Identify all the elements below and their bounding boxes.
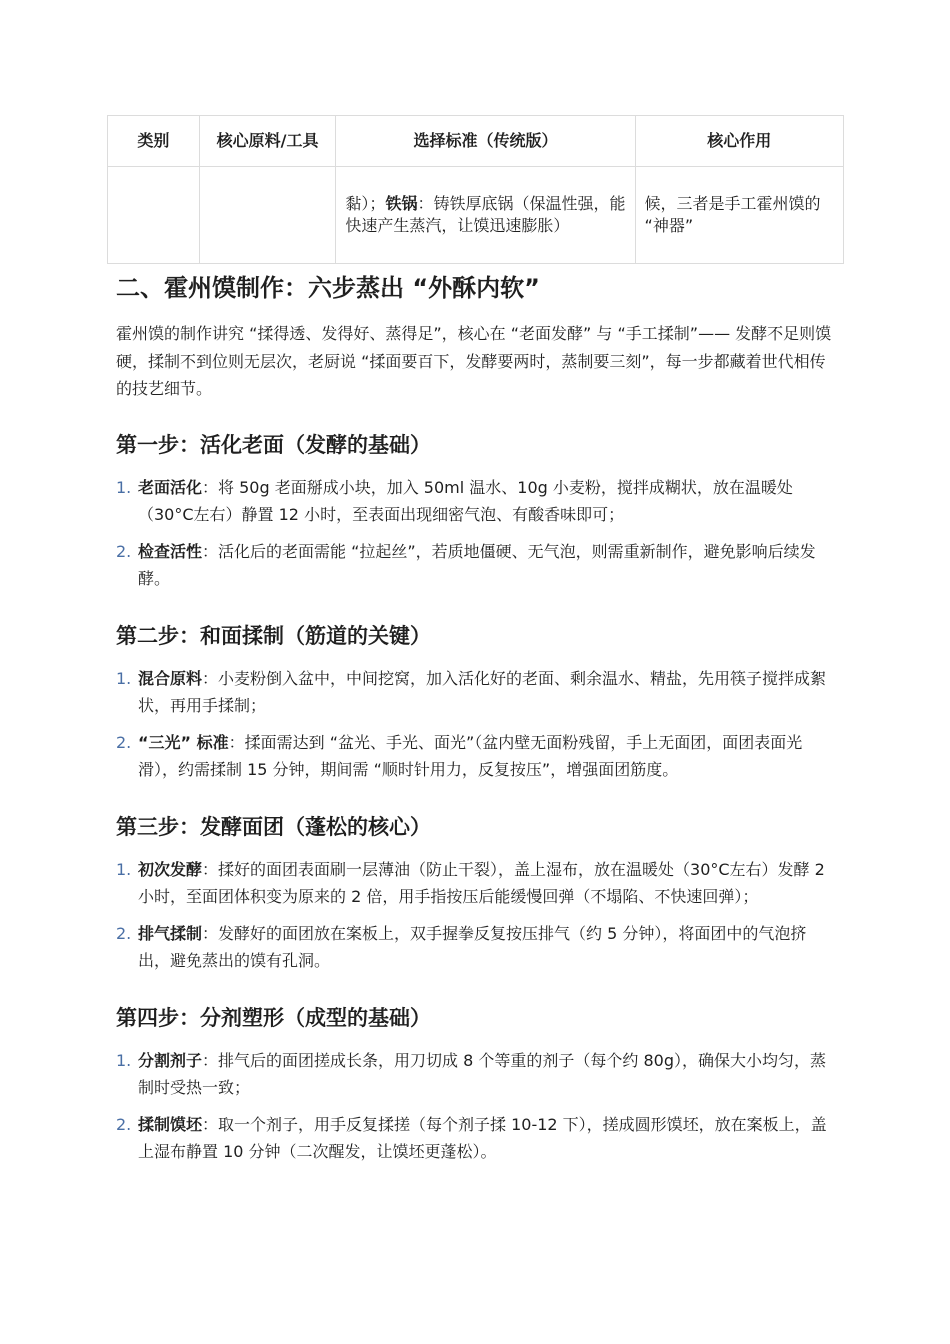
- list-text: ：活化后的老面需能 “拉起丝”，若质地僵硬、无气泡，则需重新制作，避免影响后续发酵。: [138, 541, 816, 588]
- list-text: ：将 50g 老面掰成小块，加入 50ml 温水、10g 小麦粉，搅拌成糊状，放在温暖处（30°C左右）静置 12 小时，至表面出现细密气泡、有酸香味即可；: [138, 477, 793, 524]
- table-header-row: [108, 116, 844, 167]
- step-title: 第一步：活化老面（发酵的基础）: [116, 432, 431, 457]
- table-cell-material: [199, 167, 336, 264]
- step-list: [116, 665, 836, 784]
- list-number: 2.: [116, 1114, 132, 1134]
- step-title: 第四步：分剂塑形（成型的基础）: [116, 1005, 431, 1030]
- list-text: ：揉好的面团表面刷一层薄油（防止干裂），盖上湿布，放在温暖处（30°C左右）发酵 2 小时，至面团体积变为原来的 2 倍，用手指按压后能缓慢回弹（不塌陷、不快速回弹）；: [138, 859, 825, 906]
- step-block: [116, 430, 836, 593]
- list-number: 2.: [116, 732, 132, 752]
- table-cell-function: 候，三者是手工霍州馍的 “神器”: [635, 167, 843, 264]
- list-text: ：排气后的面团搓成长条，用刀切成 8 个等重的剂子（每个约 80g），确保大小均匀，蒸制时受热一致；: [138, 1050, 826, 1097]
- step-list: [116, 856, 836, 975]
- cell-keyword: 铁锅: [385, 194, 418, 213]
- table-header-standard: 选择标准（传统版）: [336, 116, 635, 167]
- table-header-category: 类别: [108, 116, 200, 167]
- list-number: 1.: [116, 668, 132, 688]
- table-cell-category: [108, 167, 200, 264]
- table-cell-standard: [336, 167, 635, 264]
- ingredients-table: [107, 115, 844, 264]
- table-header-function: 核心作用: [635, 116, 843, 167]
- step-block: [116, 812, 836, 975]
- list-item: [116, 729, 836, 784]
- list-item: [116, 665, 836, 720]
- section-title: 二、霍州馍制作：六步蒸出 “外酥内软”: [116, 274, 540, 302]
- list-number: 1.: [116, 477, 132, 497]
- list-number: 2.: [116, 541, 132, 561]
- list-item: [116, 920, 836, 975]
- cell-text-pre: 黏）；: [345, 194, 386, 213]
- step-list: [116, 474, 836, 593]
- list-item: [116, 1047, 836, 1102]
- list-label: 排气揉制: [138, 923, 203, 943]
- step-title: 第三步：发酵面团（蓬松的核心）: [116, 814, 431, 839]
- list-text: ：揉面需达到 “盆光、手光、面光”（盆内壁无面粉残留，手上无面团，面团表面光滑），约需揉制 15 分钟，期间需 “顺时针用力，反复按压”，增强面团筋度。: [138, 732, 803, 779]
- list-label: 揉制馍坯: [138, 1114, 203, 1134]
- list-label: 初次发酵: [138, 859, 203, 879]
- list-text: ：取一个剂子，用手反复揉搓（每个剂子揉 10-12 下），搓成圆形馍坯，放在案板上，盖上湿布静置 10 分钟（二次醒发，让馍坯更蓬松）。: [138, 1114, 827, 1161]
- main-content: [116, 270, 836, 1166]
- list-text: ：小麦粉倒入盆中，中间挖窝，加入活化好的老面、剩余温水、精盐，先用筷子搅拌成絮状，再用手揉制；: [138, 668, 827, 715]
- section-intro: 霍州馍的制作讲究 “揉得透、发得好、蒸得足”，核心在 “老面发酵” 与 “手工揉制”—— 发酵不足则馍硬，揉制不到位则无层次，老厨说 “揉面要百下，发酵要两时，蒸制要三刻”，每一步都藏着世代相传的技艺细节。: [116, 324, 832, 398]
- list-number: 1.: [116, 859, 132, 879]
- list-item: [116, 856, 836, 911]
- step-block: [116, 1003, 836, 1166]
- cell-text-post: ：铸铁厚底锅（保温性强，能快速产生蒸汽，让馍迅速膨胀）: [345, 194, 626, 235]
- list-label: 检查活性: [138, 541, 203, 561]
- list-label: “三光” 标准: [138, 732, 229, 752]
- list-number: 2.: [116, 923, 132, 943]
- list-item: [116, 538, 836, 593]
- step-list: [116, 1047, 836, 1166]
- step-title: 第二步：和面揉制（筋道的关键）: [116, 623, 431, 648]
- list-item: [116, 1111, 836, 1166]
- list-text: ：发酵好的面团放在案板上，双手握拳反复按压排气（约 5 分钟），将面团中的气泡挤出，避免蒸出的馍有孔洞。: [138, 923, 807, 970]
- step-block: [116, 621, 836, 784]
- list-label: 分割剂子: [138, 1050, 203, 1070]
- table-row: [108, 167, 844, 264]
- list-item: [116, 474, 836, 529]
- list-label: 老面活化: [138, 477, 203, 497]
- table-header-material: 核心原料/工具: [199, 116, 336, 167]
- list-label: 混合原料: [138, 668, 203, 688]
- list-number: 1.: [116, 1050, 132, 1070]
